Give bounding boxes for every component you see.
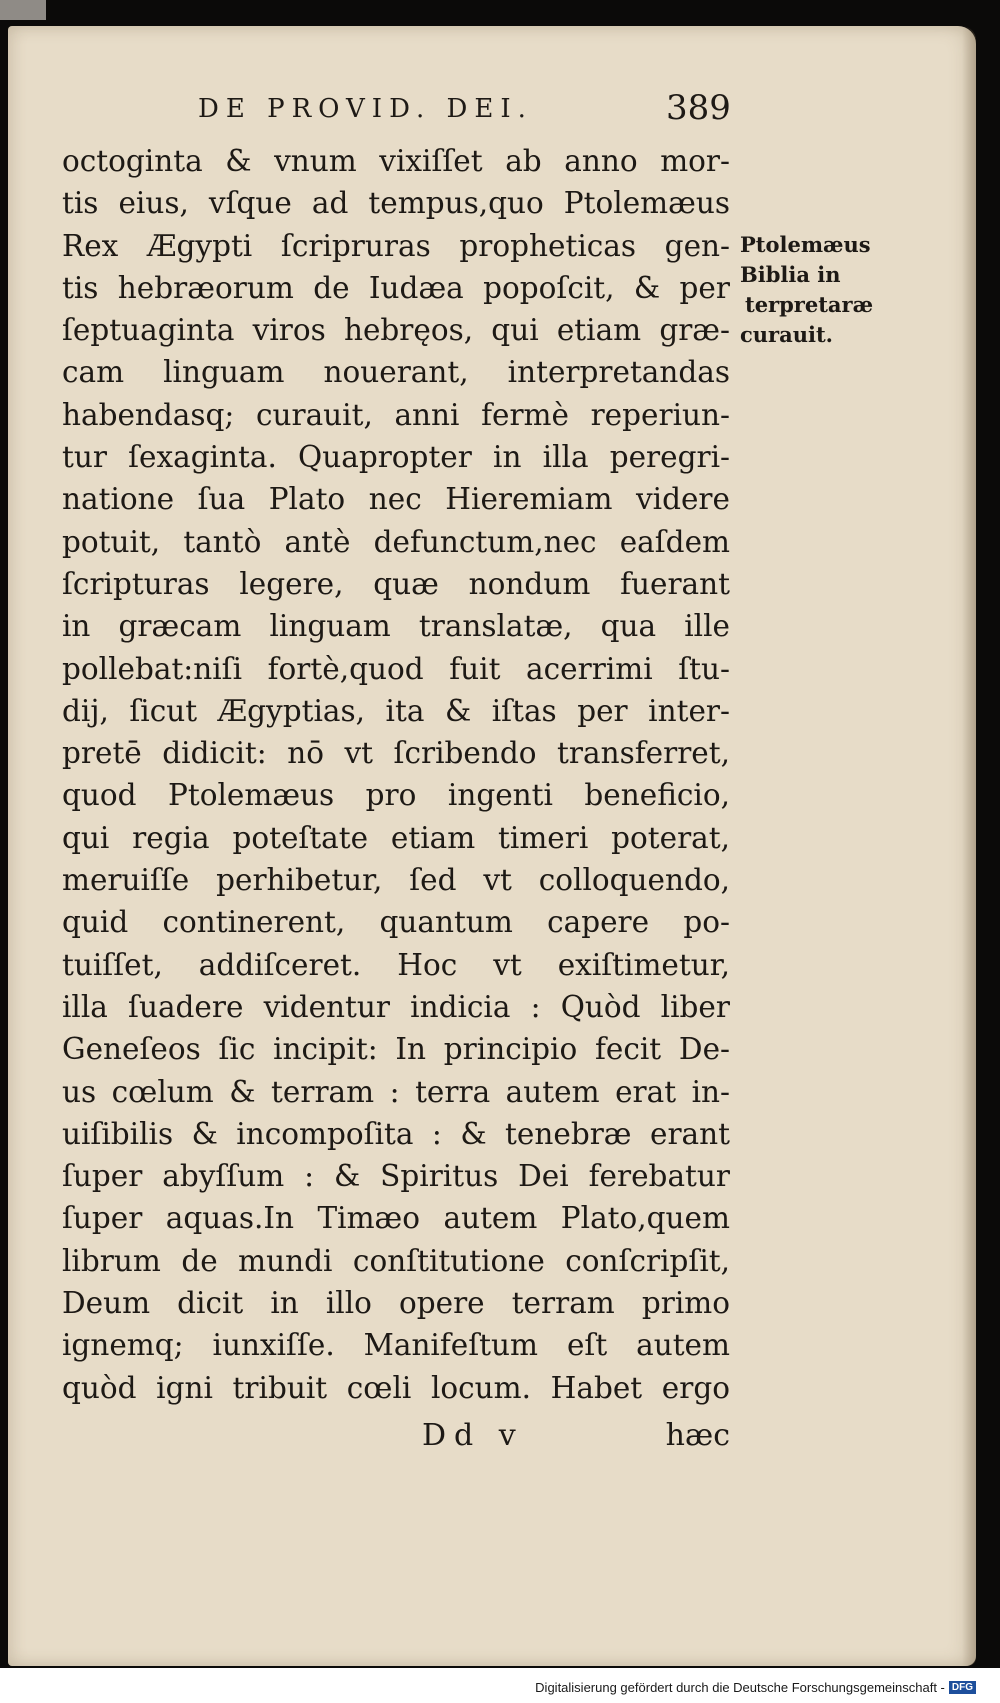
text-line: quod Ptolemæus pro ingenti beneficio, (62, 778, 730, 813)
text-line: meruiſſe perhibetur, ſed vt colloquendo, (62, 863, 730, 898)
text-line: qui regia poteſtate etiam timeri poterat, (62, 820, 730, 855)
marginal-note-line: curauit. (740, 322, 833, 347)
main-text-block (62, 140, 730, 1409)
credit-text: Digitalisierung gefördert durch die Deutsche Forschungsgemeinschaft - (535, 1680, 945, 1695)
text-line: ſuper abyſſum : & Spiritus Dei ferebatur (62, 1159, 730, 1194)
dfg-logo: DFG (949, 1681, 976, 1694)
marginal-note-line: Ptolemæus (740, 232, 871, 257)
text-line: us cœlum & terram : terra autem erat in- (62, 1074, 730, 1109)
signature-mark: Dd v (422, 1418, 524, 1453)
digitization-credit (535, 1680, 976, 1695)
text-line: ſuper aquas.In Timæo autem Plato,quem (62, 1201, 730, 1236)
text-line: librum de mundi conſtitutione conſcripſit, (62, 1243, 730, 1278)
marginal-note-line: Biblia in (740, 262, 841, 287)
running-header-title: DE PROVID. DEI. (198, 94, 533, 124)
text-line: uiſibilis & incompoſita : & tenebræ erant (62, 1116, 730, 1151)
text-line: natione ſua Plato nec Hieremiam videre (62, 482, 730, 517)
page-number: 389 (666, 88, 731, 128)
text-line: in græcam linguam translatæ, qua ille (62, 609, 730, 644)
text-line: cam linguam nouerant, interpretandas (62, 355, 730, 390)
text-line: pretē didicit: nō vt ſcribendo transferret, (62, 736, 730, 771)
text-line: habendasq; curauit, anni fermè reperiun- (62, 397, 730, 432)
text-line: ſeptuaginta viros hebręos, qui etiam græ- (62, 313, 730, 348)
marginal-note (740, 230, 873, 350)
text-line: quòd igni tribuit cœli locum. Habet ergo (62, 1370, 730, 1405)
text-line: potuit, tantò antè defunctum,nec eaſdem (62, 524, 730, 559)
text-line: dij, ſicut Ægyptias, ita & iſtas per inter- (62, 693, 730, 728)
catchword: hæc (665, 1418, 730, 1453)
text-line: tis eius, vſque ad tempus,quo Ptolemæus (62, 186, 730, 221)
text-line: Rex Ægypti ſcripruras propheticas gen- (62, 228, 730, 263)
text-line: ignemq; iunxiſſe. Manifeſtum eſt autem (62, 1328, 730, 1363)
text-line: quid continerent, quantum capere po- (62, 905, 730, 940)
text-line: tur ſexaginta. Quapropter in illa peregri- (62, 440, 730, 475)
marginal-note-line: terpretaræ (745, 292, 874, 317)
text-line: tuiſſet, addiſceret. Hoc vt exiſtimetur, (62, 947, 730, 982)
text-line: pollebat:niſi fortè,quod fuit acerrimi ſtu- (62, 651, 730, 686)
text-line: ſcripturas legere, quæ nondum fuerant (62, 566, 730, 601)
scanner-tab (0, 0, 46, 20)
text-line: octoginta & vnum vixiſſet ab anno mor- (62, 144, 730, 178)
text-line: Deum dicit in illo opere terram primo (62, 1286, 730, 1321)
text-line: illa ſuadere videntur indicia : Quòd liber (62, 989, 730, 1024)
catchword-line (62, 1418, 730, 1460)
text-line: tis hebræorum de Iudæa popoſcit, & per (62, 270, 730, 305)
text-line: Geneſeos ſic incipit: In principio fecit De- (62, 1032, 730, 1067)
